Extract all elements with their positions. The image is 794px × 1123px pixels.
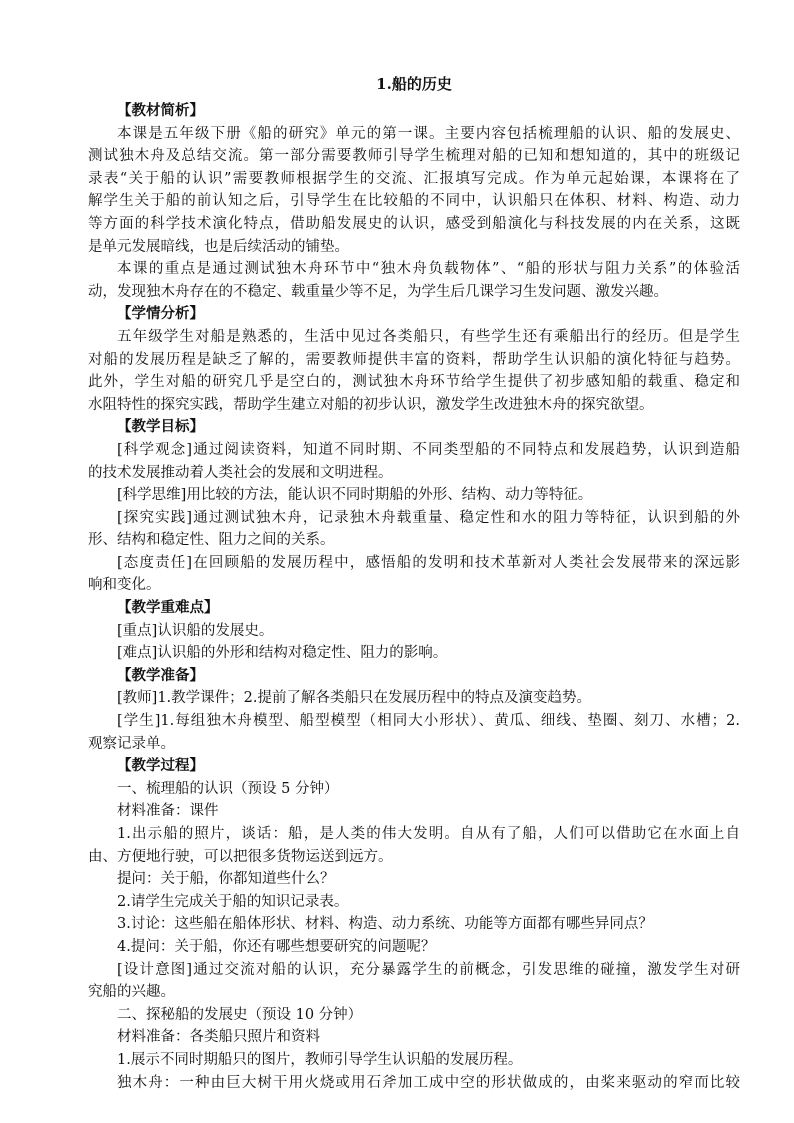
text-line: 水阻特性的探究实践，帮助学生建立对船的初步认识，激发学生改进独木舟的探究欲望。 — [88, 396, 654, 413]
text-line: 究船的兴趣。 — [88, 984, 175, 1001]
document-title: 1.船的历史 — [376, 75, 452, 93]
document-body — [88, 100, 740, 1094]
section-heading: 【教学准备】 — [117, 666, 204, 684]
text-line: 二、探秘船的发展史（预设 10 分钟） — [117, 1006, 363, 1023]
text-line: 的技术发展推动着人类社会的发展和文明进程。 — [88, 464, 393, 481]
text-line: 录表“关于船的认识”需要教师根据学生的交流、汇报填写完成。作为单元起始课，本课将在了 — [88, 170, 740, 187]
section-heading: 【学情分析】 — [117, 305, 204, 323]
document-page — [88, 72, 740, 1094]
text-line: [设计意图]通过交流对船的认识，充分暴露学生的前概念，引发思维的碰撞，激发学生对研 — [117, 961, 740, 978]
text-line: 1.出示船的照片，谈话：船，是人类的伟大发明。自从有了船，人们可以借助它在水面上自 — [117, 826, 740, 842]
section-heading: 【教学过程】 — [117, 757, 204, 775]
text-line: 对船的发展历程是缺乏了解的，需要教师提供丰富的资料，帮助学生认识船的演化特征与趋势。 — [88, 351, 740, 368]
text-line: [探究实践]通过测试独木舟，记录独木舟载重量、稳定性和水的阻力等特征，认识到船的外 — [117, 509, 740, 526]
section-heading: 【教材简析】 — [117, 102, 204, 119]
text-line: 由、方便地行驶，可以把很多货物运送到远方。 — [88, 848, 393, 865]
text-line: [科学思维]用比较的方法，能认识不同时期船的外形、结构、动力等特征。 — [117, 487, 593, 504]
text-line: [难点]认识船的外形和结构对稳定性、阻力的影响。 — [117, 645, 448, 662]
text-line: 解学生关于船的前认知之后，引导学生在比较船的不同中，认识船只在体积、材料、构造、动力 — [88, 193, 740, 210]
text-line: 形、结构和稳定性、阻力之间的关系。 — [88, 532, 335, 549]
section-heading: 【教学重难点】 — [117, 599, 219, 617]
text-line: 本课的重点是通过测试独木舟环节中“独木舟负载物体”、“船的形状与阻力关系”的体验活 — [117, 261, 740, 278]
text-line: 等方面的科学技术演化特点，借助船发展史的认识，感受到船演化与科技发展的内在关系，这既 — [88, 215, 740, 232]
text-line: 此外，学生对船的研究几乎是空白的，测试独木舟环节给学生提供了初步感知船的载重、稳定和 — [88, 374, 740, 391]
text-line: 五年级学生对船是熟悉的，生活中见过各类船只，有些学生还有乘船出行的经历。但是学生 — [117, 328, 740, 345]
text-line: [态度责任]在回顾船的发展历程中，感悟船的发明和技术革新对人类社会发展带来的深远影 — [117, 554, 740, 571]
text-line: 是单元发展暗线，也是后续活动的铺垫。 — [88, 238, 349, 255]
text-line: 材料准备：各类船只照片和资料 — [117, 1029, 320, 1046]
text-line: 本课是五年级下册《船的研究》单元的第一课。主要内容包括梳理船的认识、船的发展史、 — [117, 125, 740, 142]
text-line: 材料准备：课件 — [117, 803, 219, 820]
text-line: [重点]认识船的发展史。 — [117, 622, 274, 639]
text-line: [科学观念]通过阅读资料，知道不同时期、不同类型船的不同特点和发展趋势，认识到造船 — [117, 441, 740, 458]
text-line: 独木舟：一种由巨大树干用火烧或用石斧加工成中空的形状做成的，由桨来驱动的窄而比较 — [117, 1074, 740, 1091]
text-line: 3.讨论：这些船在船体形状、材料、构造、动力系统、功能等方面都有哪些异同点？ — [117, 916, 653, 933]
text-line: 2.请学生完成关于船的知识记录表。 — [117, 893, 349, 910]
text-line: 提问：关于船，你都知道些什么？ — [117, 871, 335, 888]
text-line: [教师]1.教学课件；2.提前了解各类船只在发展历程中的特点及演变趋势。 — [117, 690, 591, 707]
text-line: [学生]1.每组独木舟模型、船型模型（相同大小形状）、黄瓜、细线、垫圈、刻刀、水槽；2. — [117, 713, 740, 730]
text-line: 4.提问：关于船，你还有哪些想要研究的问题呢？ — [117, 938, 436, 955]
text-line: 观察记录单。 — [88, 735, 175, 752]
text-line: 一、梳理船的认识（预设 5 分钟） — [117, 780, 339, 797]
section-heading: 【教学目标】 — [117, 418, 204, 436]
text-line: 1.展示不同时期船只的图片，教师引导学生认识船的发展历程。 — [117, 1051, 523, 1068]
text-line: 响和变化。 — [88, 577, 161, 594]
text-line: 测试独木舟及总结交流。第一部分需要教师引导学生梳理对船的已知和想知道的，其中的班级记 — [88, 148, 740, 165]
text-line: 动，发现独木舟存在的不稳定、载重量少等不足，为学生后几课学习生发问题、激发兴趣。 — [88, 283, 668, 300]
